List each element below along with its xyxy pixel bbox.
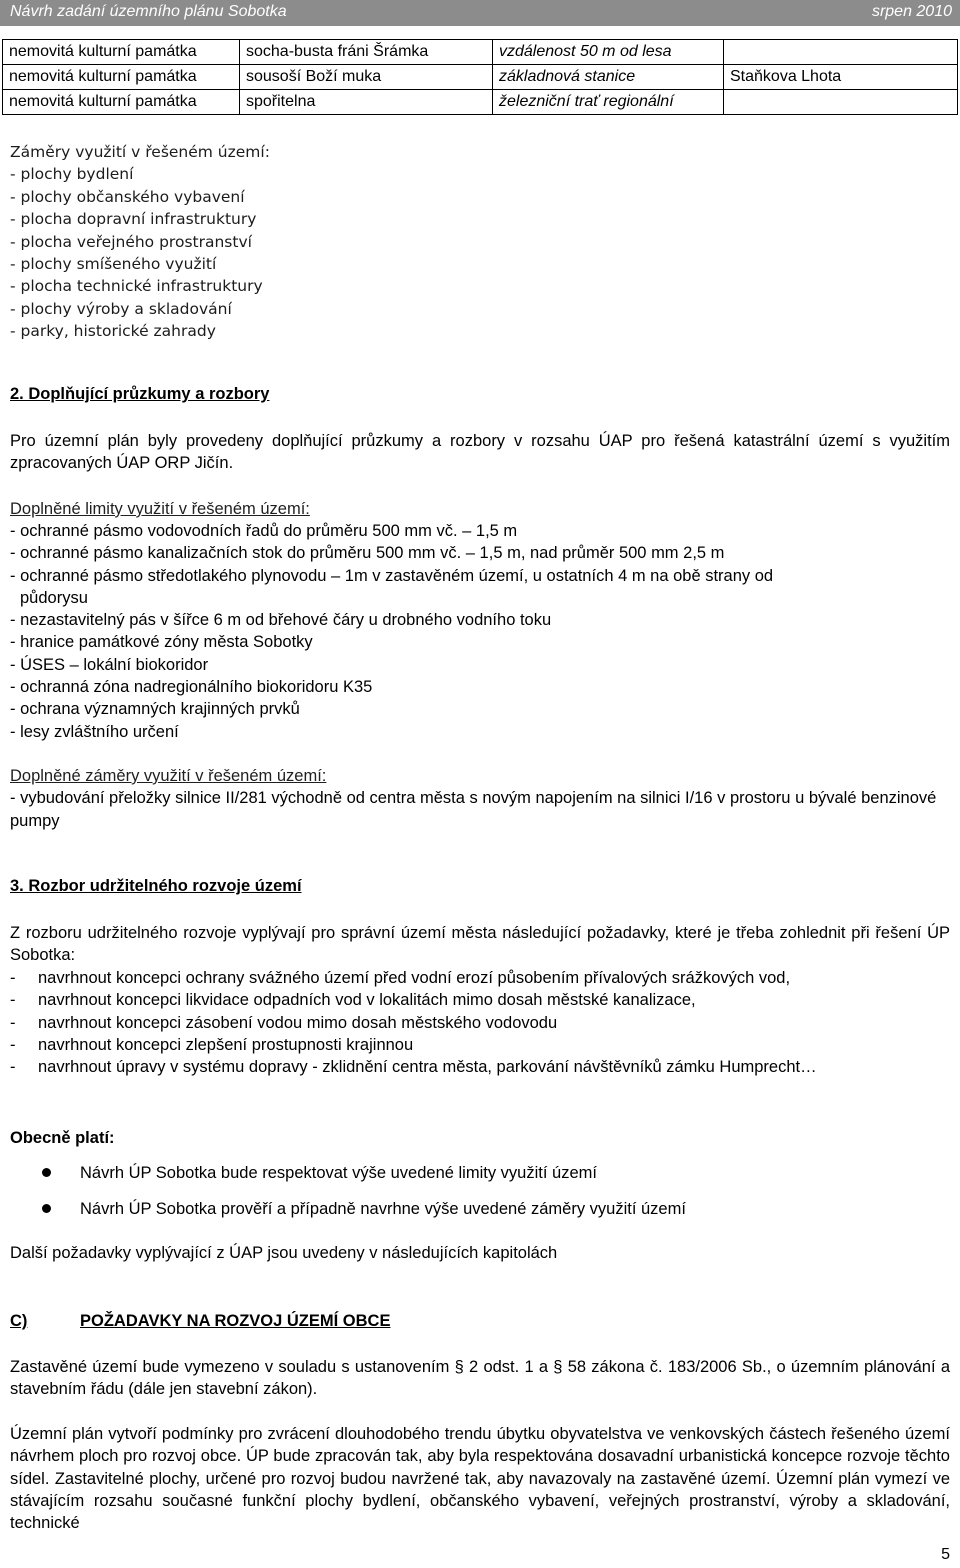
zamery2-heading: Doplněné záměry využití v řešeném území: xyxy=(10,767,327,785)
list-item: - plochy smíšeného využití xyxy=(10,255,217,274)
table-cell xyxy=(724,40,958,65)
list-item: - ochrana významných krajinných prvků xyxy=(10,700,300,719)
table-cell: nemovitá kulturní památka xyxy=(3,40,240,65)
list-item: - ochranné pásmo středotlakého plynovodu – 1m v zastavěném území, u ostatních 4 m na obě strany od xyxy=(10,566,774,585)
section-c-letter: C) xyxy=(10,1312,28,1330)
list-item xyxy=(10,1012,950,1034)
table-cell: nemovitá kulturní památka xyxy=(3,90,240,115)
bullet-icon xyxy=(42,1204,51,1213)
list-item: - ÚSES – lokální biokoridor xyxy=(10,655,209,674)
table-cell: spořitelna xyxy=(240,90,493,115)
list-item: - nezastavitelný pás v šířce 6 m od břehové čáry u drobného vodního toku xyxy=(10,611,552,630)
list-item-text: navrhnout koncepci zlepšení prostupnosti krajinnou xyxy=(38,1035,414,1054)
monuments-table xyxy=(2,39,958,115)
list-item xyxy=(10,1056,950,1078)
limits-heading: Doplněné limity využití v řešeném území: xyxy=(10,500,310,518)
page-number: 5 xyxy=(941,1546,950,1563)
requirements-list xyxy=(10,967,950,1078)
list-item-text: navrhnout úpravy v systému dopravy - zklidnění centra města, parkování návštěvníků zámku Humprecht… xyxy=(38,1058,817,1077)
list-item-text: navrhnout koncepci likvidace odpadních vod v lokalitách mimo dosah městské kanalizace, xyxy=(38,991,696,1010)
zamery2-block xyxy=(10,765,950,832)
section-c-p1: Zastavěné území bude vymezeno v souladu s ustanovením § 2 odst. 1 a § 58 zákona č. 183/2006 Sb., o územním plánování a stavebním řádu (dále jen stavební zákon). xyxy=(10,1358,950,1399)
bullet-text: Návrh ÚP Sobotka prověří a případně navrhne výše uvedené záměry využití území xyxy=(80,1200,686,1218)
table-cell xyxy=(724,90,958,115)
dash-marker: - xyxy=(10,969,16,987)
table-row xyxy=(3,90,958,115)
section-3-intro: Z rozboru udržitelného rozvoje vyplývají pro správní území města následující požadavky, které je třeba zohlednit při řešení ÚP Sobotka: xyxy=(10,924,950,965)
dash-marker: - xyxy=(10,991,16,1010)
dash-marker: - xyxy=(10,1013,16,1032)
table-cell: Staňkova Lhota xyxy=(724,65,958,90)
list-item: - plochy výroby a skladování xyxy=(10,299,232,318)
table-cell: základnová stanice xyxy=(493,65,724,90)
limits-block xyxy=(10,498,950,520)
table-row xyxy=(3,65,958,90)
table-cell: nemovitá kulturní památka xyxy=(3,65,240,90)
zamery2-text: - vybudování přeložky silnice II/281 východně od centra města s novým napojením na silnici I/16 v prostoru u bývalé benzinové pumpy xyxy=(10,789,937,830)
general-bullets xyxy=(10,1162,950,1220)
general-heading: Obecně platí: xyxy=(10,1129,115,1147)
list-item: - plochy občanského vybavení xyxy=(10,187,245,206)
section-3-title: 3. Rozbor udržitelného rozvoje území xyxy=(10,877,302,895)
table-cell: socha-busta fráni Šrámka xyxy=(240,40,493,65)
list-item: - lesy zvláštního určení xyxy=(10,722,179,741)
list-item xyxy=(10,967,950,989)
table-row xyxy=(3,40,958,65)
list-item: - plocha technické infrastruktury xyxy=(10,277,263,296)
dash-marker: - xyxy=(10,1058,16,1077)
list-item: - hranice památkové zóny města Sobotky xyxy=(10,633,313,652)
section-2-intro: Pro územní plán byly provedeny doplňující průzkumy a rozbory v rozsahu ÚAP pro řešená katastrální území s využitím zpracovaných ÚAP ORP Jičín. xyxy=(10,432,950,473)
document-title: Návrh zadání územního plánu Sobotka xyxy=(10,3,287,20)
list-item xyxy=(10,1034,950,1056)
list-item: - plocha veřejného prostranství xyxy=(10,232,252,251)
bullet-text: Návrh ÚP Sobotka bude respektovat výše uvedené limity využití území xyxy=(80,1164,597,1182)
list-item: - ochranné pásmo vodovodních řadů do průměru 500 mm vč. – 1,5 m xyxy=(10,522,518,540)
list-item: půdorysu xyxy=(20,588,88,607)
section-2-title: 2. Doplňující průzkumy a rozbory xyxy=(10,385,270,403)
table-cell: železniční trať regionální xyxy=(493,90,724,115)
limits-list xyxy=(10,520,950,743)
bullet-icon xyxy=(42,1168,51,1177)
bullet-item xyxy=(10,1162,950,1184)
dash-marker: - xyxy=(10,1035,16,1054)
list-item-text: navrhnout koncepci zásobení vodou mimo dosah městského vodovodu xyxy=(38,1013,558,1032)
zamery-block xyxy=(10,141,950,343)
list-item: - plocha dopravní infrastruktury xyxy=(10,210,257,229)
zamery-heading: Záměry využití v řešeném území: xyxy=(10,143,270,161)
table-cell: sousoší Boží muka xyxy=(240,65,493,90)
table-cell: vzdálenost 50 m od lesa xyxy=(493,40,724,65)
section-c-title: POŽADAVKY NA ROZVOJ ÚZEMÍ OBCE xyxy=(80,1312,391,1330)
list-item: - plochy bydlení xyxy=(10,165,134,184)
section-c-heading xyxy=(10,1310,950,1332)
list-item-text: navrhnout koncepci ochrany svážného území před vodní erozí působením přívalových srážkových vod, xyxy=(38,969,791,987)
list-item xyxy=(10,989,950,1011)
document-date: srpen 2010 xyxy=(871,3,952,20)
list-item: - ochranné pásmo kanalizačních stok do průměru 500 mm vč. – 1,5 m, nad průměr 500 mm 2,5 m xyxy=(10,544,725,563)
bullet-item xyxy=(10,1198,950,1220)
list-item: - parky, historické zahrady xyxy=(10,322,216,341)
further-requirements: Další požadavky vyplývající z ÚAP jsou uvedeny v následujících kapitolách xyxy=(10,1244,558,1262)
page-header xyxy=(0,0,960,26)
list-item: - ochranná zóna nadregionálního biokoridoru K35 xyxy=(10,678,373,697)
section-c-p2: Územní plán vytvoří podmínky pro zvrácení dlouhodobého trendu úbytku obyvatelstva ve venkovských částech řešeného území návrhem ploch pro rozvoj obce. ÚP bude zpracován tak, aby byla respektována dosavadní urbanistická koncepce rozvoje těchto sídel. Zastavitelné plochy, určené pro rozvoj budou navržené tak, aby navazovaly na zastavěné území. Územní plán vymezí ve stávajícím rozsahu současné funkční plochy bydlení, občanského vybavení, veřejných prostranství, výroby a skladování, technické xyxy=(10,1425,950,1533)
